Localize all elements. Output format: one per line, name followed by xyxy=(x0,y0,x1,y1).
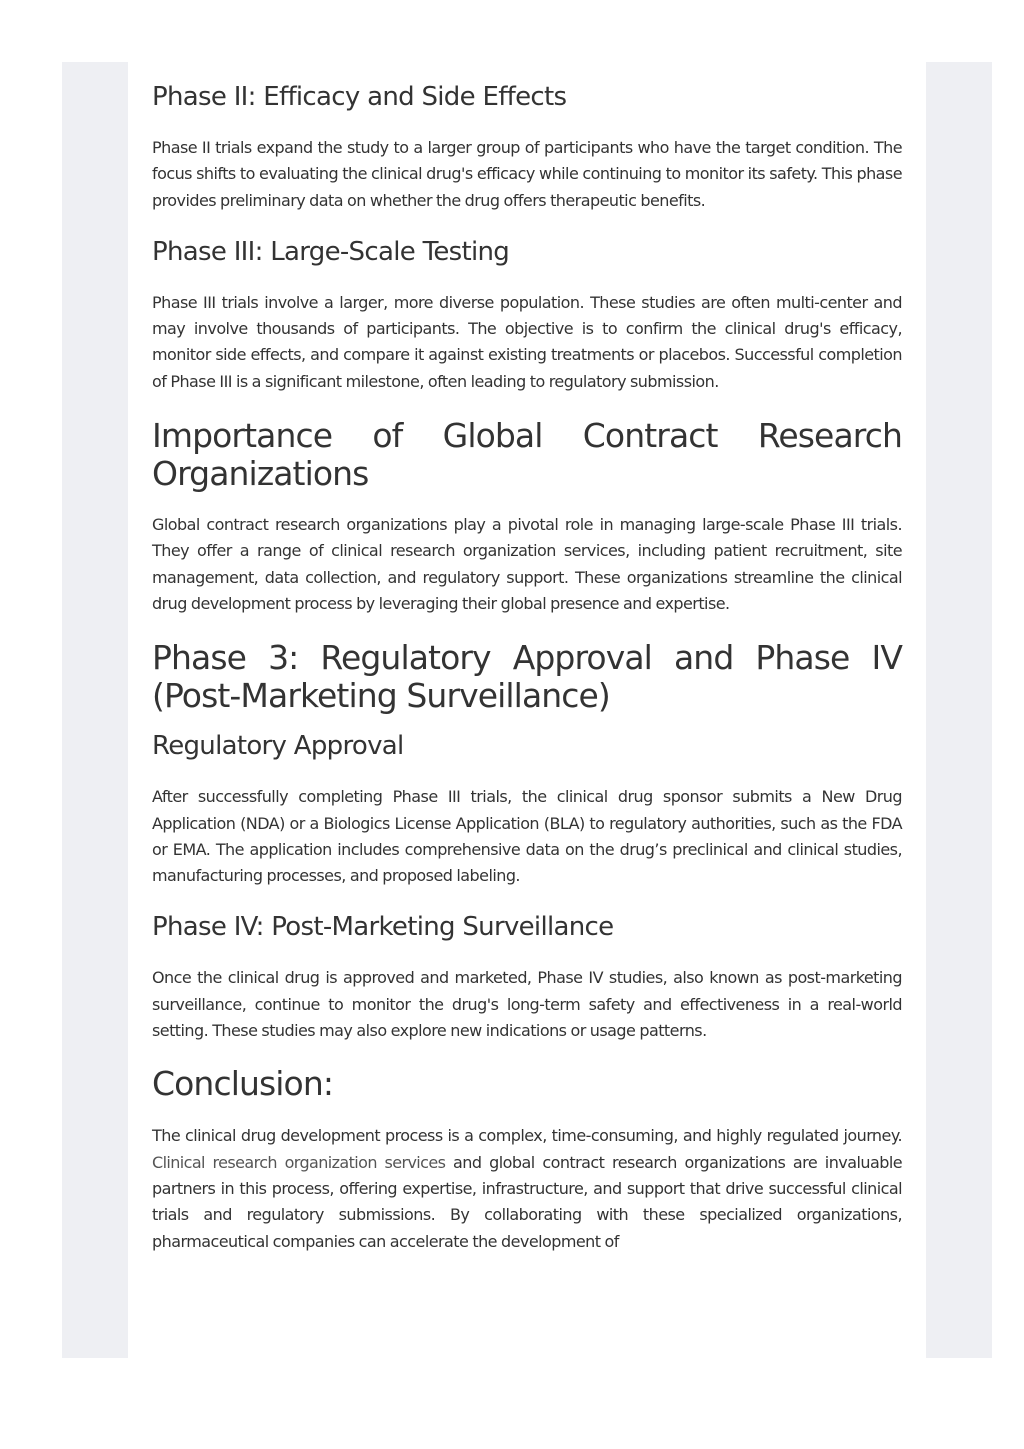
regulatory-paragraph: After successfully completing Phase III trials, the clinical drug sponsor submits a New Drug Application (NDA) or a Biologics License Application (BLA) to regulatory authorities, such as the FDA or EMA. The application includes comprehensive data on the drug’s preclinical and clinical studies, manufacturing processes, and proposed labeling. xyxy=(152,787,902,886)
conclusion-paragraph xyxy=(152,1123,902,1254)
article-body xyxy=(152,80,902,1255)
conclusion-text-end: and global contract research organizations are invaluable partners in this process, offering expertise, infrastructure, and support that drive successful clinical trials and regulatory submissions. By collaborating with these specialized organizations, pharmaceutical companies can accelerate the development of xyxy=(152,1152,903,1251)
phase2-paragraph: Phase II trials expand the study to a larger group of participants who have the target condition. The focus shifts to evaluating the clinical drug's efficacy while continuing to monitor its safety. This phase provides preliminary data on whether the drug offers therapeutic benefits. xyxy=(152,138,902,210)
phase3-paragraph: Phase III trials involve a larger, more diverse population. These studies are often multi-center and may involve thousands of participants. The objective is to confirm the clinical drug's efficacy, monitor side effects, and compare it against existing treatments or placebos. Successful completion of Phase III is a significant milestone, often leading to regulatory submission. xyxy=(152,292,902,391)
phase4-paragraph: Once the clinical drug is approved and marketed, Phase IV studies, also known as post-marketing surveillance, continue to monitor the drug's long-term safety and effectiveness in a real-world setting. These studies may also explore new indications or usage patterns. xyxy=(152,968,902,1041)
conclusion-heading: Conclusion: xyxy=(152,1064,334,1104)
approval-section-heading: Phase 3: Regulatory Approval and Phase IV (Post-Marketing Surveillance) xyxy=(152,638,902,716)
document-page xyxy=(128,62,926,1358)
importance-paragraph: Global contract research organizations play a pivotal role in managing large-scale Phase III trials. They offer a range of clinical research organization services, including patient recruitment, site management, data collection, and regulatory support. These organizations streamline the clinical drug development process by leveraging their global presence and expertise. xyxy=(152,515,902,613)
phase3-heading: Phase III: Large-Scale Testing xyxy=(152,236,510,267)
clinical-research-services-link[interactable]: Clinical research organization services xyxy=(152,1152,446,1172)
regulatory-heading: Regulatory Approval xyxy=(152,731,404,762)
importance-heading: Importance of Global Contract Research Organizations xyxy=(152,416,902,494)
phase2-heading: Phase II: Efficacy and Side Effects xyxy=(152,82,567,112)
phase4-heading: Phase IV: Post-Marketing Surveillance xyxy=(152,912,614,943)
conclusion-text-start: The clinical drug development process is a complex, time-consuming, and highly regulated journey. xyxy=(152,1126,902,1146)
